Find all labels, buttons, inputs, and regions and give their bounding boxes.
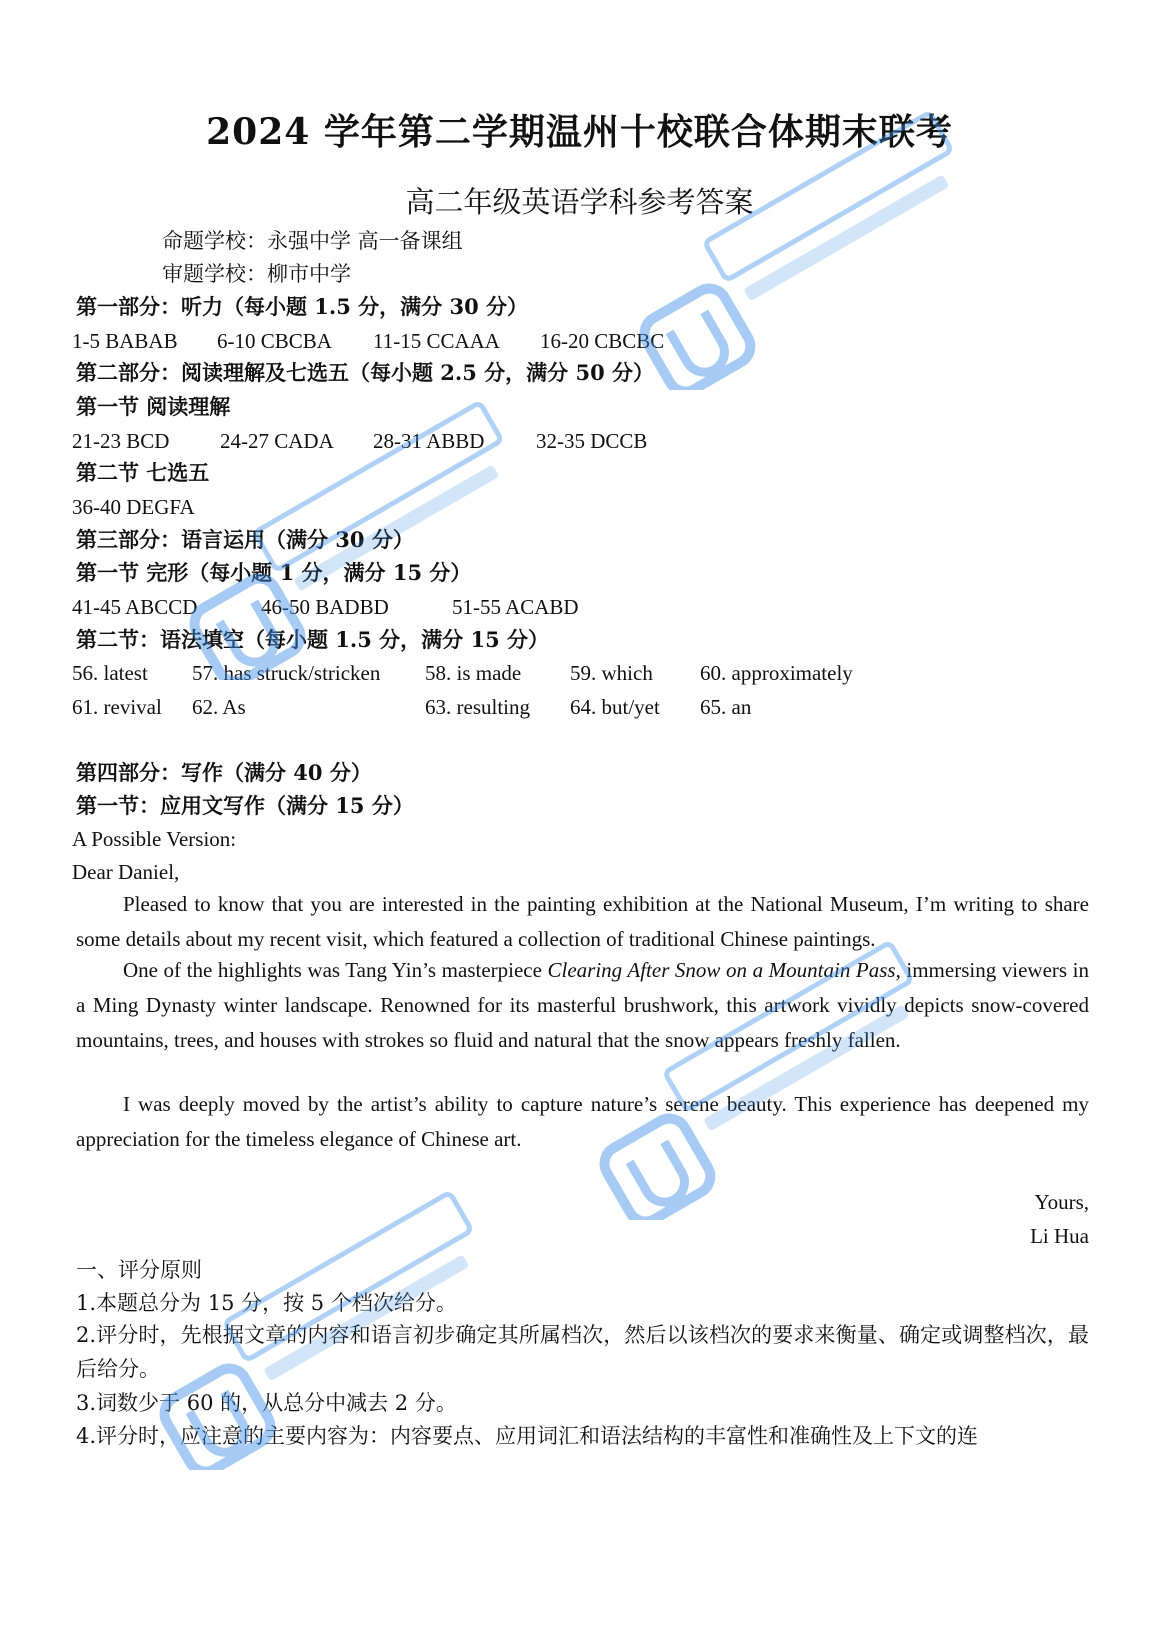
page-title: 2024 学年第二学期温州十校联合体期末联考 xyxy=(206,111,953,153)
letter-paragraph-2 xyxy=(76,953,1089,1058)
letter-signature: Li Hua xyxy=(1030,1224,1089,1248)
part2-section2-heading: 第二节 七选五 xyxy=(76,460,210,485)
scoring-rule: 1.本题总分为 15 分，按 5 个档次给分。 xyxy=(76,1291,457,1315)
grammar-answer: 60. approximately xyxy=(700,661,853,685)
answer-group: 46-50 BADBD xyxy=(261,595,389,619)
grammar-answer: 57. has struck/stricken xyxy=(192,661,381,685)
part2-heading: 第二部分：阅读理解及七选五（每小题 2.5 分，满分 50 分） xyxy=(76,360,655,385)
letter-salutation: Dear Daniel, xyxy=(72,860,180,884)
grammar-answer: 64. but/yet xyxy=(570,695,660,719)
answer-group: 11-15 CCAAA xyxy=(373,329,500,353)
paragraph-text: One of the highlights was Tang Yin’s masterpiece xyxy=(123,958,548,982)
answer-group: 41-45 ABCCD xyxy=(72,595,198,619)
answer-group: 6-10 CBCBA xyxy=(217,329,332,353)
scoring-rule: 2.评分时，先根据文章的内容和语言初步确定其所属档次，然后以该档次的要求来衡量、确定或调整档次，最后给分。 xyxy=(76,1323,1089,1381)
scoring-rule: 4.评分时，应注意的主要内容为：内容要点、应用词汇和语法结构的丰富性和准确性及上下文的连 xyxy=(76,1424,979,1448)
answer-group: 28-31 ABBD xyxy=(373,429,485,453)
letter-closing: Yours, xyxy=(1034,1190,1089,1214)
part3-section2-heading: 第二节：语法填空（每小题 1.5 分，满分 15 分） xyxy=(76,627,550,652)
part1-heading: 第一部分：听力（每小题 1.5 分，满分 30 分） xyxy=(76,294,529,319)
grammar-answer: 62. As xyxy=(192,695,246,719)
scoring-heading: 一、评分原则 xyxy=(76,1258,202,1282)
answer-group: 21-23 BCD xyxy=(72,429,170,453)
page-subtitle: 高二年级英语学科参考答案 xyxy=(405,185,754,219)
part2-section1-heading: 第一节 阅读理解 xyxy=(76,394,231,419)
answer-group: 36-40 DEGFA xyxy=(72,495,195,519)
answer-group: 24-27 CADA xyxy=(220,429,334,453)
grammar-answer: 63. resulting xyxy=(425,695,530,719)
painting-title: Clearing After Snow on a Mountain Pass xyxy=(547,958,896,982)
paragraph-text: , immersing viewers in a Ming Dynasty winter landscape. Renowned for its masterful brushwork, this artwork vividly depicts snow-covered mountains, trees, and houses with strokes so fluid and natural that the snow appears freshly fallen. xyxy=(76,958,1089,1052)
grammar-answer: 61. revival xyxy=(72,695,162,719)
version-label: A Possible Version: xyxy=(72,827,237,851)
school-setter: 命题学校：永强中学 高一备课组 xyxy=(162,229,463,253)
part3-heading: 第三部分：语言运用（满分 30 分） xyxy=(76,527,414,552)
answer-group: 51-55 ACABD xyxy=(452,595,579,619)
scoring-rule: 3.词数少于 60 的，从总分中减去 2 分。 xyxy=(76,1391,457,1415)
answer-group: 16-20 CBCBC xyxy=(540,329,665,353)
answer-group: 1-5 BABAB xyxy=(72,329,178,353)
part4-heading: 第四部分：写作（满分 40 分） xyxy=(76,760,372,785)
answer-group: 32-35 DCCB xyxy=(536,429,648,453)
part3-section1-heading: 第一节 完形（每小题 1 分，满分 15 分） xyxy=(76,560,472,585)
letter-paragraph-1: Pleased to know that you are interested in the painting exhibition at the National Museum, I’m writing to share some details about my recent visit, which featured a collection of traditional Chinese paintings. xyxy=(76,892,1089,951)
grammar-answer: 59. which xyxy=(570,661,653,685)
letter-paragraph-3: I was deeply moved by the artist’s ability to capture nature’s serene beauty. This experience has deepened my appreciation for the timeless elegance of Chinese art. xyxy=(76,1092,1089,1151)
grammar-answer: 58. is made xyxy=(425,661,522,685)
school-reviewer: 审题学校：柳市中学 xyxy=(162,262,351,286)
grammar-answer: 56. latest xyxy=(72,661,148,685)
part4-section1-heading: 第一节：应用文写作（满分 15 分） xyxy=(76,793,414,818)
grammar-answer: 65. an xyxy=(700,695,752,719)
